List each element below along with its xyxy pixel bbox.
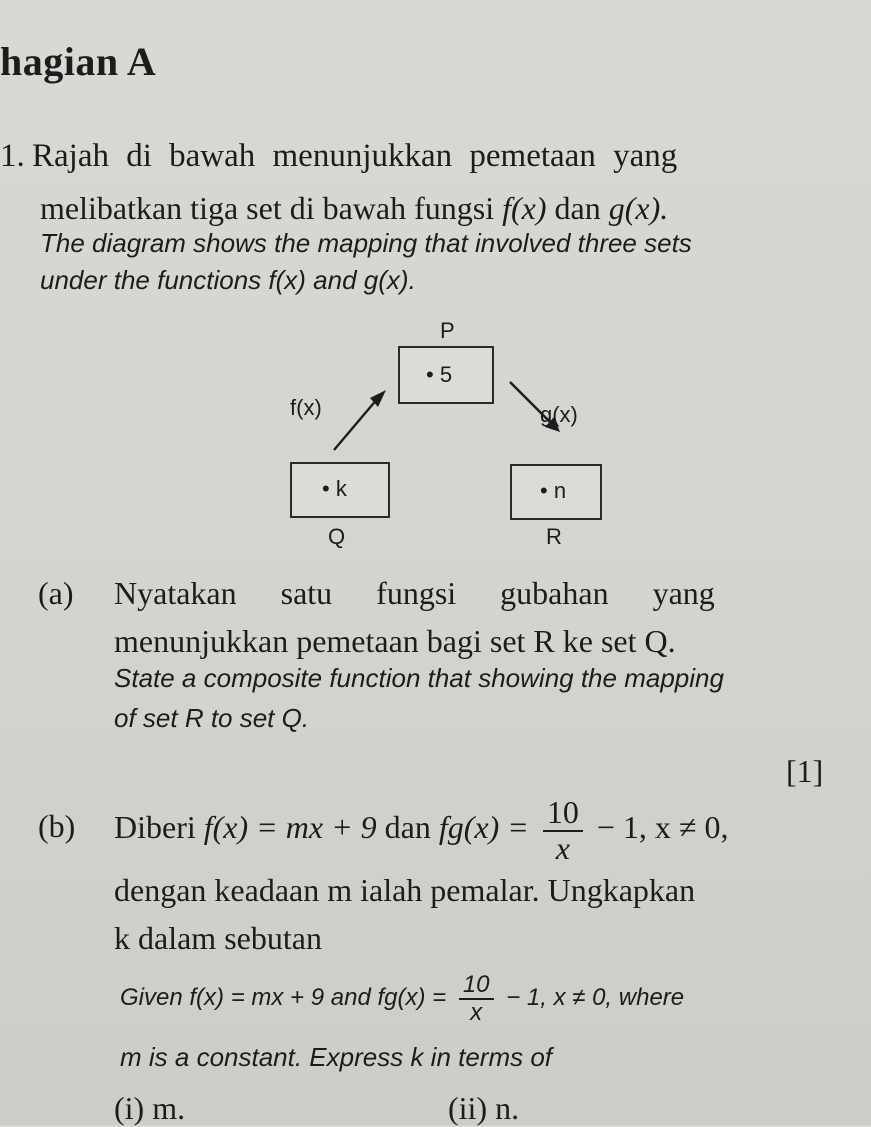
arrow-f-line — [334, 398, 378, 450]
question-malay-line1: Rajah di bawah menunjukkan pemetaan yang — [32, 138, 678, 174]
question-malay-and: dan — [554, 190, 601, 226]
part-b-english-fg-lhs: fg(x) = — [377, 984, 447, 1011]
part-a-label: (a) — [38, 575, 74, 611]
part-b-sub-ii: (ii) n. — [448, 1090, 520, 1126]
part-b-english-fraction-denominator: x — [470, 998, 483, 1026]
part-b-fg-lhs: fg(x) = — [438, 809, 529, 845]
part-b-malay-line1 — [114, 792, 728, 865]
set-q-box — [290, 462, 390, 518]
question-number: 1. — [0, 138, 25, 174]
question-malay-line2-text: melibatkan tiga set di bawah fungsi — [40, 190, 495, 226]
part-a-english-line2: of set R to set Q. — [114, 703, 310, 733]
part-b-english-line1 — [120, 962, 684, 1034]
question-english-line2-text: under the functions — [40, 265, 262, 295]
part-a-marks: [1] — [786, 753, 824, 789]
part-a-english-line1: State a composite function that showing the mapping — [114, 663, 724, 693]
part-b-fraction-numerator: 10 — [543, 796, 583, 832]
set-r-element: • n — [540, 478, 567, 503]
set-q-element: • k — [322, 476, 347, 501]
section-title: hagian A — [0, 39, 157, 84]
part-b-malay-line2: dengan keadaan m ialah pemalar. Ungkapkan — [114, 872, 696, 908]
part-b-english-and: and — [330, 984, 371, 1011]
part-b-english-fg-rest: − 1, x ≠ 0, where — [506, 984, 685, 1011]
part-b-malay-line3: k dalam sebutan — [114, 920, 322, 956]
function-f-label: f(x) — [502, 190, 547, 226]
arrow-f-label: f(x) — [290, 395, 322, 420]
question-english-line1: The diagram shows the mapping that involved three sets — [40, 228, 692, 258]
mapping-arrows — [0, 0, 871, 560]
part-b-fg-rest: − 1, x ≠ 0, — [596, 809, 729, 845]
part-b-f-expression: f(x) = mx + 9 — [203, 809, 377, 845]
part-b-fraction — [543, 796, 583, 865]
function-g-label: g(x). — [608, 190, 669, 226]
set-p-element: • 5 — [426, 362, 453, 387]
part-a-malay-line2: menunjukkan pemetaan bagi set R ke set Q. — [114, 623, 676, 659]
set-r-box — [510, 464, 602, 520]
part-b-label: (b) — [38, 808, 76, 844]
english-function-g-label: g(x). — [363, 265, 416, 295]
part-b-english-f-expression: f(x) = mx + 9 — [189, 984, 325, 1011]
part-b-english-given: Given — [120, 984, 183, 1011]
part-b-and-word: dan — [384, 809, 431, 845]
part-b-english-fraction-numerator: 10 — [459, 972, 494, 999]
part-b-english-line2: m is a constant. Express k in terms of — [120, 1042, 553, 1072]
set-r-label: R — [546, 524, 562, 549]
part-a-malay-line1: Nyatakan satu fungsi gubahan yang — [114, 575, 715, 611]
set-p-label: P — [440, 318, 455, 343]
part-b-given-word: Diberi — [114, 809, 196, 845]
english-function-f-label: f(x) — [268, 265, 306, 295]
mapping-diagram — [0, 0, 871, 560]
part-b-english-fraction — [459, 972, 494, 1024]
set-q-label: Q — [328, 524, 346, 549]
question-english-and: and — [313, 265, 357, 295]
part-b-sub-i: (i) m. — [114, 1090, 186, 1126]
arrow-g-label: g(x) — [540, 402, 578, 427]
part-b-fraction-denominator: x — [555, 829, 570, 866]
